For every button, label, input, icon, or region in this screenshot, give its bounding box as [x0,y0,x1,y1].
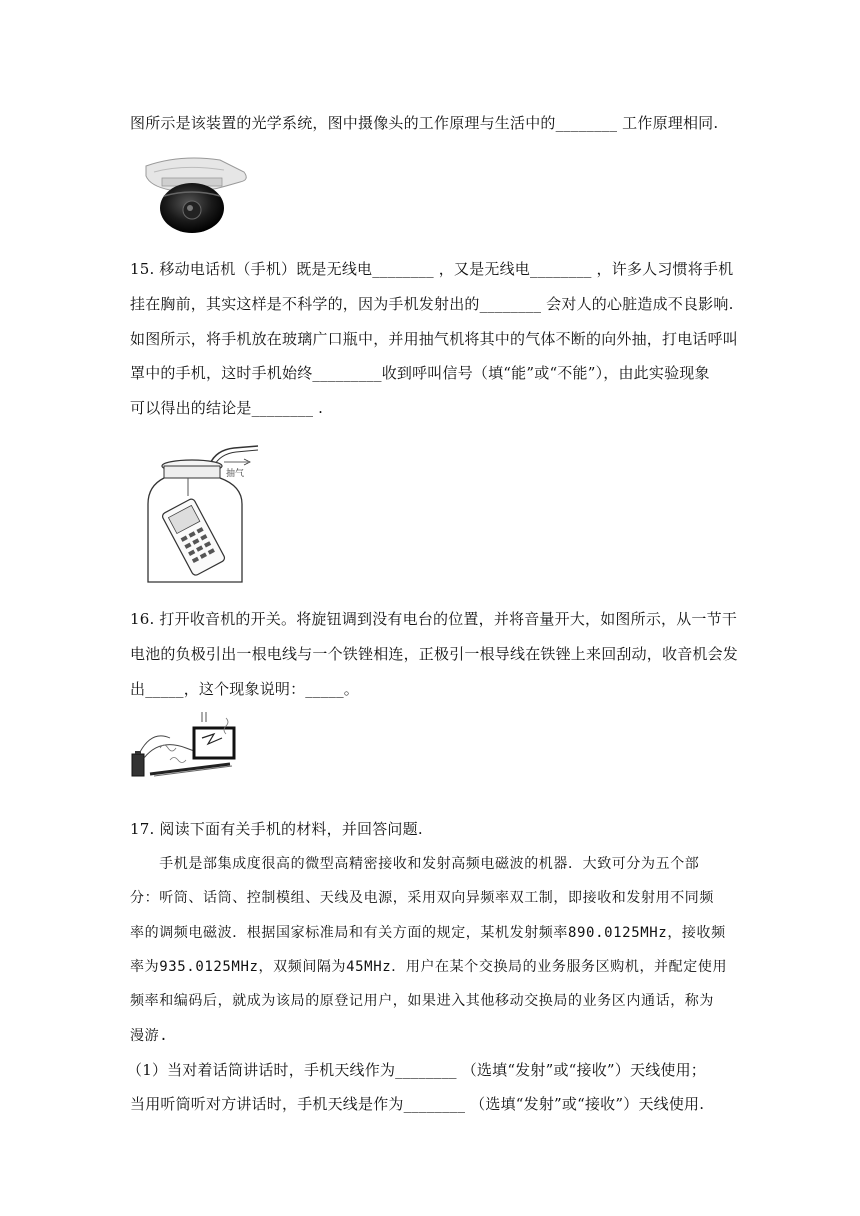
q15-line-5: 可以得出的结论是________ . [130,399,324,417]
q17-passage-line-5: 频率和编码后，就成为该局的原登记用户，如果进入其他移动交换局的业务区内通话，称为 [130,993,714,1009]
q17-sub1-line-1: （1）当对着话筒讲话时，手机天线作为________ （选填“发射”或“接收”）天线使用； [127,1061,706,1079]
q17-passage-line-6: 漫游. [130,1028,169,1044]
q15-line-1: 15. 移动电话机（手机）既是无线电________ ，又是无线电________ ，许多人习惯将手机 [130,260,734,278]
figure-label-pump: 抽气 [226,469,245,479]
q16-line-1: 16. 打开收音机的开关。将旋钮调到没有电台的位置，并将音量开大，如图所示，从一节干 [130,610,738,628]
q17-intro: 17. 阅读下面有关手机的材料，并回答问题. [130,820,423,838]
q17-passage-line-3: 率的调频电磁波．根据国家标准局和有关方面的规定，某机发射频率890.0125MHz，接收频 [130,925,726,941]
camera-figure [140,152,252,234]
radio-battery-figure [130,708,242,780]
q16-line-2: 电池的负极引出一根电线与一个铁锉相连，正极引一根导线在铁锉上来回刮动，收音机会发 [130,645,739,663]
q17-passage-line-1: 手机是部集成度很高的微型高精密接收和发射高频电磁波的机器．大致可分为五个部 [130,856,700,872]
q17-sub1-line-2: 当用听筒听对方讲话时，手机天线是作为________ （选填“发射”或“接收”）天线使用. [130,1095,705,1113]
q15-line-2: 挂在胸前，其实这样是不科学的，因为手机发射出的________ 会对人的心脏造成不良影响. [130,295,734,313]
q15-line-3: 如图所示，将手机放在玻璃广口瓶中，并用抽气机将其中的气体不断的向外抽，打电话呼叫 [130,330,739,348]
q16-line-3: 出_____，这个现象说明：_____。 [130,680,360,698]
q14-line-1: 图所示是该装置的光学系统，图中摄像头的工作原理与生活中的________ 工作原理相同. [130,114,719,132]
q15-line-4: 罩中的手机，这时手机始终_________收到呼叫信号（填“能”或“不能”），由此实验现象 [130,364,710,382]
q17-passage-line-4: 率为935.0125MHz，双频间隔为45MHz．用户在某个交换局的业务服务区购机，并配定使用 [130,959,728,975]
bell-jar-figure [138,442,260,588]
q17-passage-line-2: 分：听筒、话筒、控制模组、天线及电源，采用双向异频率双工制，即接收和发射用不同频 [130,890,714,906]
